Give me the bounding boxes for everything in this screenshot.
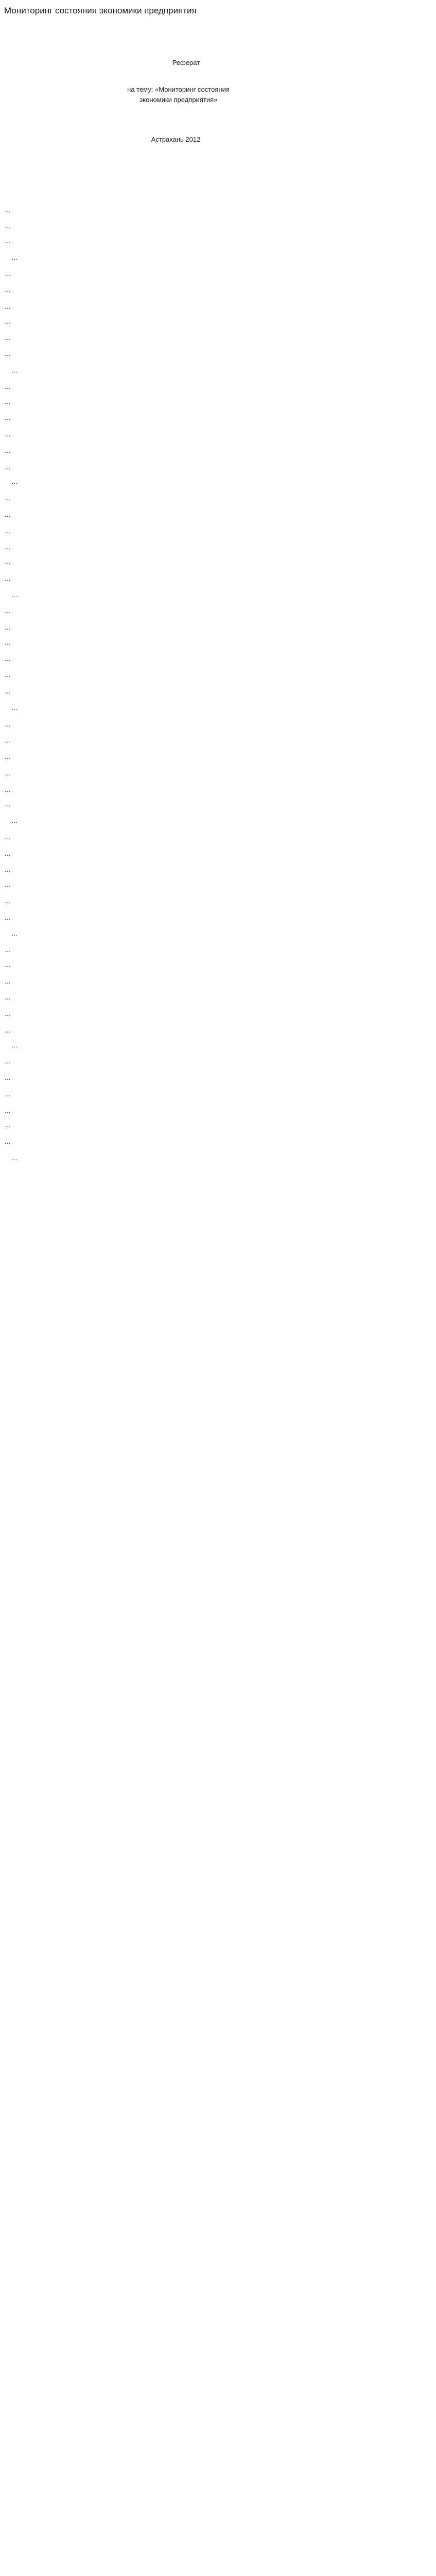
paragraph: …	[4, 1090, 11, 1098]
paragraph: …	[4, 753, 11, 761]
paragraph: …	[4, 624, 11, 632]
paragraph: …	[4, 913, 11, 921]
paragraph: …	[4, 1010, 11, 1018]
paragraph: …	[4, 1026, 11, 1034]
paragraph: …	[11, 367, 18, 375]
paragraph: …	[4, 223, 11, 230]
paragraph: …	[4, 638, 11, 646]
paragraph: …	[4, 607, 11, 615]
paragraph: …	[11, 930, 18, 938]
paragraph: …	[4, 206, 11, 214]
paragraph: …	[11, 591, 18, 599]
paragraph: …	[11, 253, 18, 261]
paragraph: …	[4, 897, 11, 905]
paragraph: …	[4, 769, 11, 777]
paragraph: …	[4, 688, 11, 696]
paragraph: …	[4, 994, 11, 1002]
paragraph: …	[4, 574, 11, 582]
paragraph: …	[4, 544, 11, 551]
cover-kind: Реферат	[172, 59, 200, 67]
cover-topic-line-2: экономики предприятия»	[139, 96, 218, 104]
cover-city-year: Астрахань 2012	[151, 135, 201, 143]
page-title: Мониторинг состояния экономики предприятия	[4, 6, 197, 15]
paragraph: …	[4, 671, 11, 679]
paragraph: …	[4, 317, 11, 325]
paragraph: …	[4, 655, 11, 663]
paragraph: …	[11, 704, 18, 711]
paragraph: …	[11, 1154, 18, 1162]
cover-block	[4, 58, 430, 145]
paragraph: …	[4, 558, 11, 566]
paragraph: …	[4, 383, 11, 391]
paragraph: …	[11, 478, 18, 486]
paragraph: …	[4, 961, 11, 969]
paragraph: …	[11, 817, 18, 825]
paragraph: …	[4, 1122, 11, 1129]
paragraph: …	[4, 801, 11, 808]
paragraph: …	[4, 946, 11, 954]
paragraph: …	[4, 431, 11, 438]
cover-topic	[4, 84, 430, 105]
paragraph: …	[4, 527, 11, 535]
paragraph: …	[4, 350, 11, 358]
paragraph: …	[4, 737, 11, 744]
paragraph: …	[4, 238, 11, 245]
paragraph: …	[4, 414, 11, 422]
paragraph: …	[4, 1138, 11, 1146]
paragraph: …	[4, 881, 11, 889]
paragraph: …	[4, 447, 11, 454]
paragraph: …	[4, 1107, 11, 1114]
paragraph: …	[4, 850, 11, 857]
paragraph: …	[4, 495, 11, 502]
paragraph: …	[4, 270, 11, 278]
paragraph: …	[4, 398, 11, 405]
paragraph: …	[4, 463, 11, 471]
paragraph: …	[11, 1041, 18, 1049]
paragraph: …	[4, 511, 11, 518]
paragraph: …	[4, 866, 11, 874]
paragraph: …	[4, 786, 11, 793]
main-content	[4, 206, 430, 1163]
paragraph: …	[4, 303, 11, 311]
paragraph: …	[4, 720, 11, 728]
paragraph: …	[4, 833, 11, 841]
paragraph: …	[4, 1074, 11, 1082]
paragraph: …	[4, 334, 11, 342]
paragraph: …	[4, 286, 11, 294]
cover-topic-line-1: на тему: «Мониторинг состояния	[127, 86, 230, 94]
paragraph: …	[4, 977, 11, 985]
paragraph: …	[4, 1058, 11, 1065]
